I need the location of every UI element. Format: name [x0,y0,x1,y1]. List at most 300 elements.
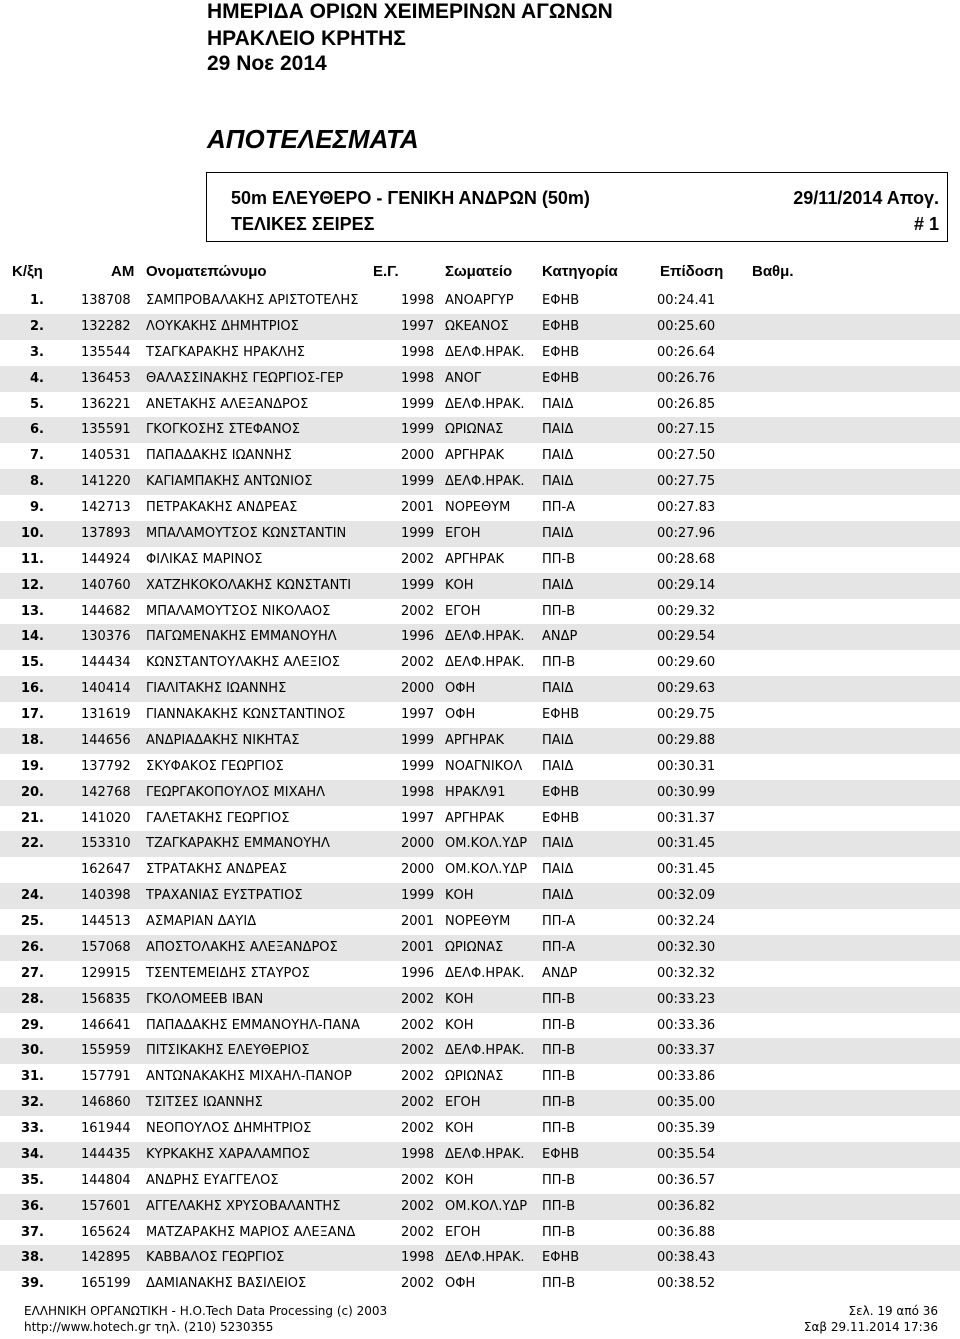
result-rank: 3. [30,344,44,360]
athlete-id: 162647 [81,862,131,878]
athlete-id: 142895 [81,1250,131,1266]
category: ΠΑΙΔ [542,888,574,904]
athlete-name: ΤΣΙΤΣΕΣ ΙΩΑΝΝΗΣ [146,1095,263,1111]
category: ΠΠ-Β [542,991,576,1007]
category: ΠΠ-Β [542,655,576,671]
event-box [206,172,948,242]
athlete-id: 130376 [81,629,131,645]
result-row [0,547,960,573]
athlete-id: 138708 [81,293,131,308]
category: ΠΠ-Β [542,1172,576,1188]
result-row [0,314,960,340]
category: ΠΠ-Β [542,1224,576,1240]
result-rank: 2. [30,318,44,334]
result-row [0,1142,960,1168]
result-row [0,1116,960,1142]
athlete-name: ΓΑΛΕΤΑΚΗΣ ΓΕΩΡΓΙΟΣ [146,810,290,826]
category: ΕΦΗΒ [542,1250,580,1266]
athlete-id: 137893 [81,525,131,541]
club-name: ΑΡΓΗΡΑΚ [445,551,505,567]
result-row [0,754,960,780]
club-name: ΚΟΗ [445,1172,474,1188]
result-row [0,443,960,469]
club-name: ΚΟΗ [445,888,474,904]
category: ΕΦΗΒ [542,318,580,334]
club-name: ΔΕΛΦ.ΗΡΑΚ. [445,1146,525,1162]
club-name: ΕΓΟΗ [445,1224,481,1240]
athlete-id: 129915 [81,965,131,981]
category: ΠΑΙΔ [542,396,574,412]
result-rank: 38. [20,1250,44,1266]
club-name: ΑΝΟΑΡΓΥΡ [445,293,514,308]
birth-year: 1999 [401,732,435,748]
event-date-session: 29/11/2014 Απογ. [793,188,939,208]
result-time: 00:35.54 [657,1146,716,1162]
category: ΠΠ-Β [542,1121,576,1136]
category: ΠΠ-Β [542,1095,576,1111]
athlete-id: 136221 [81,396,131,412]
result-rank: 14. [20,629,44,645]
result-row [0,831,960,857]
club-name: ΔΕΛΦ.ΗΡΑΚ. [445,344,525,360]
birth-year: 1997 [401,318,435,334]
birth-year: 2002 [401,1198,435,1214]
club-name: ΑΡΓΗΡΑΚ [445,448,505,464]
athlete-name: ΤΣΕΝΤΕΜΕΙΔΗΣ ΣΤΑΥΡΟΣ [146,965,310,981]
result-row [0,806,960,832]
club-name: ΔΕΛΦ.ΗΡΑΚ. [445,655,525,671]
category: ΠΑΙΔ [542,732,574,748]
athlete-id: 132282 [81,318,131,334]
result-rank: 13. [20,603,44,619]
meet-title: ΗΜΕΡΙΔΑ ΟΡΙΩΝ ΧΕΙΜΕΡΙΝΩΝ ΑΓΩΝΩΝ [207,0,613,23]
club-name: ΚΟΗ [445,1017,474,1033]
result-rank: 6. [30,422,44,438]
result-row [0,1090,960,1116]
athlete-name: ΔΑΜΙΑΝΑΚΗΣ ΒΑΣΙΛΕΙΟΣ [146,1276,307,1292]
result-row [0,702,960,728]
athlete-id: 142768 [81,784,131,800]
result-rank: 7. [30,448,44,464]
athlete-name: ΚΑΓΙΑΜΠΑΚΗΣ ΑΝΤΩΝΙΟΣ [146,474,313,490]
club-name: ΩΡΙΩΝΑΣ [445,422,504,438]
birth-year: 1996 [401,629,435,645]
result-rank: 31. [20,1069,44,1085]
athlete-name: ΜΑΤΖΑΡΑΚΗΣ ΜΑΡΙΟΣ ΑΛΕΞΑΝΔ [146,1224,356,1240]
birth-year: 2002 [401,1043,435,1059]
club-name: ΔΕΛΦ.ΗΡΑΚ. [445,1043,525,1059]
result-row [0,857,960,883]
athlete-id: 131619 [81,707,131,722]
athlete-id: 144682 [81,603,131,619]
result-time: 00:32.30 [657,939,716,955]
birth-year: 2002 [401,1095,435,1111]
result-row [0,417,960,443]
result-time: 00:26.76 [657,370,716,386]
result-row [0,650,960,676]
category: ΠΠ-Β [542,1043,576,1059]
result-row [0,987,960,1013]
club-name: ΩΚΕΑΝΟΣ [445,318,509,334]
result-rank: 9. [30,500,44,515]
col-id: ΑΜ [111,263,135,280]
result-row [0,961,960,987]
category: ΑΝΔΡ [542,965,578,981]
birth-year: 2002 [401,1017,435,1033]
athlete-name: ΑΓΓΕΛΑΚΗΣ ΧΡΥΣΟΒΑΛΑΝΤΗΣ [146,1198,341,1214]
athlete-id: 155959 [81,1043,131,1059]
category: ΠΑΙΔ [542,474,574,490]
result-row [0,728,960,754]
club-name: ΝΟΡΕΘΥΜ [445,500,511,515]
footer-contact: http://www.hotech.gr τηλ. (210) 5230355 [24,1320,274,1334]
athlete-id: 144434 [81,655,131,671]
category: ΕΦΗΒ [542,784,580,800]
athlete-id: 136453 [81,370,131,386]
category: ΠΠ-Α [542,500,576,515]
result-rank: 22. [20,836,44,852]
category: ΕΦΗΒ [542,293,580,308]
result-rank: 26. [20,939,44,955]
footer-org: ΕΛΛΗΝΙΚΗ ΟΡΓΑΝΩΤΙΚΗ - Η.Ο.Tech Data Processing (c) 2003 [24,1304,388,1318]
athlete-id: 144435 [81,1146,131,1162]
athlete-id: 144513 [81,914,131,929]
result-time: 00:30.99 [657,784,716,800]
club-name: ΟΜ.ΚΟΛ.ΥΔΡ [445,862,528,878]
athlete-name: ΚΑΒΒΑΛΟΣ ΓΕΩΡΓΙΟΣ [146,1250,285,1266]
result-rank: 30. [20,1043,44,1059]
meet-location: ΗΡΑΚΛΕΙΟ ΚΡΗΤΗΣ [207,27,406,50]
birth-year: 2002 [401,603,435,619]
result-time: 00:29.54 [657,629,716,645]
birth-year: 1997 [401,707,435,722]
result-row [0,573,960,599]
club-name: ΟΜ.ΚΟΛ.ΥΔΡ [445,836,528,852]
birth-year: 1998 [401,293,435,308]
athlete-id: 140531 [81,448,131,464]
category: ΕΦΗΒ [542,344,580,360]
athlete-name: ΠΙΤΣΙΚΑΚΗΣ ΕΛΕΥΘΕΡΙΟΣ [146,1043,310,1059]
result-rank: 5. [30,396,44,412]
athlete-name: ΓΕΩΡΓΑΚΟΠΟΥΛΟΣ ΜΙΧΑΗΛ [146,784,326,800]
category: ΠΠ-Α [542,914,576,929]
club-name: ΔΕΛΦ.ΗΡΑΚ. [445,629,525,645]
category: ΠΠ-Β [542,1198,576,1214]
category: ΑΝΔΡ [542,629,578,645]
category: ΠΠ-Β [542,551,576,567]
club-name: ΕΓΟΗ [445,603,481,619]
result-row [0,1271,960,1297]
result-time: 00:25.60 [657,318,716,334]
result-row [0,1168,960,1194]
athlete-id: 135544 [81,344,131,360]
result-time: 00:32.24 [657,914,716,929]
result-row [0,599,960,625]
result-time: 00:36.57 [657,1172,716,1188]
athlete-name: ΦΙΛΙΚΑΣ ΜΑΡΙΝΟΣ [146,551,263,567]
athlete-name: ΜΠΑΛΑΜΟΥΤΣΟΣ ΚΩΝΣΤΑΝΤΙΝ [146,525,347,541]
athlete-name: ΜΠΑΛΑΜΟΥΤΣΟΣ ΝΙΚΟΛΑΟΣ [146,603,331,619]
result-row [0,392,960,418]
result-row [0,340,960,366]
category: ΕΦΗΒ [542,810,580,826]
birth-year: 1999 [401,422,435,438]
athlete-id: 165199 [81,1276,131,1292]
category: ΠΑΙΔ [542,525,574,541]
result-time: 00:29.88 [657,732,716,748]
result-row [0,1245,960,1271]
category: ΠΑΙΔ [542,577,574,593]
results-heading: ΑΠΟΤΕΛΕΣΜΑΤΑ [207,124,419,154]
category: ΠΑΙΔ [542,422,574,438]
club-name: ΟΜ.ΚΟΛ.ΥΔΡ [445,1198,528,1214]
result-time: 00:27.96 [657,525,716,541]
result-row [0,1220,960,1246]
result-time: 00:28.68 [657,551,716,567]
club-name: ΝΟΡΕΘΥΜ [445,914,511,929]
result-rank: 18. [20,732,44,748]
birth-year: 2000 [401,448,435,464]
round-label: ΤΕΛΙΚΕΣ ΣΕΙΡΕΣ [231,214,375,234]
result-time: 00:29.14 [657,577,716,593]
category: ΠΠ-Β [542,1276,576,1292]
club-name: ΔΕΛΦ.ΗΡΑΚ. [445,474,525,490]
birth-year: 2002 [401,1121,435,1136]
result-time: 00:33.36 [657,1017,716,1033]
athlete-id: 137792 [81,758,131,774]
result-rank: 24. [20,888,44,904]
club-name: ΑΝΟΓ [445,370,482,386]
athlete-id: 157601 [81,1198,131,1214]
footer-left [24,1303,387,1335]
col-year: Ε.Γ. [373,263,399,280]
result-rank: 32. [20,1095,44,1111]
result-rank: 4. [30,370,44,386]
result-row [0,935,960,961]
category: ΠΑΙΔ [542,681,574,697]
birth-year: 2000 [401,836,435,852]
result-rank: 37. [20,1224,44,1240]
club-name: ΔΕΛΦ.ΗΡΑΚ. [445,1250,525,1266]
col-category: Κατηγορία [542,263,618,280]
result-row [0,1013,960,1039]
athlete-name: ΑΠΟΣΤΟΛΑΚΗΣ ΑΛΕΞΑΝΔΡΟΣ [146,939,338,955]
result-rank: 28. [20,991,44,1007]
athlete-name: ΘΑΛΑΣΣΙΝΑΚΗΣ ΓΕΩΡΓΙΟΣ-ΓΕΡ [146,370,344,386]
col-time: Επίδοση [660,263,724,280]
birth-year: 1996 [401,965,435,981]
club-name: ΚΟΗ [445,991,474,1007]
result-time: 00:31.45 [657,862,716,878]
result-rank: 27. [20,965,44,981]
result-rank: 12. [20,577,44,593]
athlete-name: ΓΚΟΛΟΜΕΕΒ ΙΒΑΝ [146,991,264,1007]
result-rank: 15. [20,655,44,671]
athlete-id: 141220 [81,474,131,490]
result-time: 00:33.37 [657,1043,716,1059]
athlete-name: ΠΑΠΑΔΑΚΗΣ ΕΜΜΑΝΟΥΗΛ-ΠΑΝΑ [146,1017,360,1033]
club-name: ΩΡΙΩΝΑΣ [445,1069,504,1085]
athlete-name: ΓΚΟΓΚΟΣΗΣ ΣΤΕΦΑΝΟΣ [146,422,301,438]
result-row [0,288,960,314]
athlete-id: 156835 [81,991,131,1007]
athlete-name: ΝΕΟΠΟΥΛΟΣ ΔΗΜΗΤΡΙΟΣ [146,1121,312,1136]
result-rank: 16. [20,681,44,697]
category: ΠΠ-Β [542,603,576,619]
birth-year: 2001 [401,914,435,929]
birth-year: 2001 [401,500,435,515]
birth-year: 2000 [401,862,435,878]
result-time: 00:27.15 [657,422,716,438]
club-name: ΟΦΗ [445,681,476,697]
birth-year: 1999 [401,577,435,593]
result-row [0,495,960,521]
club-name: ΑΡΓΗΡΑΚ [445,732,505,748]
athlete-name: ΣΤΡΑΤΑΚΗΣ ΑΝΔΡΕΑΣ [146,862,288,878]
athlete-id: 165624 [81,1224,131,1240]
result-row [0,624,960,650]
athlete-name: ΑΝΔΡΙΑΔΑΚΗΣ ΝΙΚΗΤΑΣ [146,732,300,748]
result-rank: 29. [20,1017,44,1033]
result-row [0,521,960,547]
athlete-name: ΑΝΤΩΝΑΚΑΚΗΣ ΜΙΧΑΗΛ-ΠΑΝΟΡ [146,1069,352,1085]
athlete-name: ΠΕΤΡΑΚΑΚΗΣ ΑΝΔΡΕΑΣ [146,500,298,515]
birth-year: 2002 [401,1276,435,1292]
result-time: 00:27.75 [657,474,716,490]
athlete-id: 135591 [81,422,131,438]
athlete-name: ΑΝΕΤΑΚΗΣ ΑΛΕΞΑΝΔΡΟΣ [146,396,309,412]
result-row [0,1038,960,1064]
result-time: 00:29.63 [657,681,716,697]
result-time: 00:31.45 [657,836,716,852]
club-name: ΔΕΛΦ.ΗΡΑΚ. [445,396,525,412]
athlete-id: 144804 [81,1172,131,1188]
result-row [0,676,960,702]
col-rank: Κ/ξη [12,263,43,280]
result-rank: 33. [20,1121,44,1136]
athlete-id: 157068 [81,939,131,955]
birth-year: 2001 [401,939,435,955]
result-time: 00:29.60 [657,655,716,671]
athlete-name: ΑΝΔΡΗΣ ΕΥΑΓΓΕΛΟΣ [146,1172,279,1188]
result-time: 00:35.00 [657,1095,716,1111]
birth-year: 1999 [401,888,435,904]
col-club: Σωματείο [445,263,513,280]
result-rank: 8. [30,474,44,490]
result-rank: 20. [20,784,44,800]
category: ΕΦΗΒ [542,707,580,722]
athlete-name: ΚΩΝΣΤΑΝΤΟΥΛΑΚΗΣ ΑΛΕΞΙΟΣ [146,655,340,671]
heat-label: # 1 [913,214,939,234]
athlete-name: ΛΟΥΚΑΚΗΣ ΔΗΜΗΤΡΙΟΣ [146,318,299,334]
results-list [0,288,960,1297]
result-time: 00:24.41 [657,293,716,308]
club-name: ΚΟΗ [445,577,474,593]
club-name: ΚΟΗ [445,1121,474,1136]
athlete-id: 140398 [81,888,131,904]
birth-year: 1998 [401,370,435,386]
athlete-id: 144656 [81,732,131,748]
category: ΠΠ-Β [542,1017,576,1033]
athlete-name: ΠΑΠΑΔΑΚΗΣ ΙΩΑΝΝΗΣ [146,448,292,464]
event-title: 50m ΕΛΕΥΘΕΡΟ - ΓΕΝΙΚΗ ΑΝΔΡΩΝ (50m) [231,188,590,208]
athlete-name: ΤΖΑΓΚΑΡΑΚΗΣ ΕΜΜΑΝΟΥΗΛ [146,836,330,852]
athlete-id: 144924 [81,551,131,567]
result-time: 00:33.23 [657,991,716,1007]
athlete-id: 146860 [81,1095,131,1111]
result-time: 00:35.39 [657,1121,716,1136]
result-row [0,366,960,392]
result-row [0,883,960,909]
birth-year: 2002 [401,1069,435,1085]
birth-year: 1998 [401,784,435,800]
club-name: ΟΦΗ [445,1276,476,1292]
athlete-name: ΤΣΑΓΚΑΡΑΚΗΣ ΗΡΑΚΛΗΣ [146,344,306,360]
result-row [0,909,960,935]
category: ΠΠ-Α [542,939,576,955]
footer-page-number: Σελ. 19 από 36 [848,1304,938,1318]
result-time: 00:27.50 [657,448,716,464]
result-rank: 17. [20,707,44,722]
athlete-name: ΓΙΑΝΝΑΚΑΚΗΣ ΚΩΝΣΤΑΝΤΙΝΟΣ [146,707,346,722]
result-rank: 36. [20,1198,44,1214]
birth-year: 1999 [401,758,435,774]
athlete-name: ΠΑΓΩΜΕΝΑΚΗΣ ΕΜΜΑΝΟΥΗΛ [146,629,337,645]
result-rank: 34. [20,1146,44,1162]
club-name: ΕΓΟΗ [445,525,481,541]
birth-year: 1998 [401,1250,435,1266]
meet-date: 29 Noε 2014 [207,52,327,75]
result-rank: 21. [20,810,44,826]
birth-year: 1998 [401,1146,435,1162]
athlete-id: 146641 [81,1017,131,1033]
category: ΠΑΙΔ [542,448,574,464]
athlete-name: ΚΥΡΚΑΚΗΣ ΧΑΡΑΛΑΜΠΟΣ [146,1146,311,1162]
result-rank: 1. [30,293,44,308]
birth-year: 2002 [401,1172,435,1188]
athlete-name: ΣΑΜΠΡΟΒΑΛΑΚΗΣ ΑΡΙΣΤΟΤΕΛΗΣ [146,293,359,308]
athlete-id: 140760 [81,577,131,593]
athlete-name: ΓΙΑΛΙΤΑΚΗΣ ΙΩΑΝΝΗΣ [146,681,287,697]
athlete-name: ΑΣΜΑΡΙΑΝ ΔΑΥΙΔ [146,914,257,929]
result-rank: 19. [20,758,44,774]
result-time: 00:38.52 [657,1276,716,1292]
result-time: 00:30.31 [657,758,716,774]
birth-year: 1998 [401,344,435,360]
result-time: 00:32.32 [657,965,716,981]
col-points: Βαθμ. [752,263,794,280]
category: ΠΑΙΔ [542,862,574,878]
result-rank: 11. [20,551,44,567]
birth-year: 1999 [401,396,435,412]
result-time: 00:31.37 [657,810,716,826]
result-rank: 39. [20,1276,44,1292]
athlete-name: ΣΚΥΦΑΚΟΣ ΓΕΩΡΓΙΟΣ [146,758,284,774]
club-name: ΑΡΓΗΡΑΚ [445,810,505,826]
category: ΠΑΙΔ [542,758,574,774]
birth-year: 2002 [401,655,435,671]
col-name: Ονοματεπώνυμο [146,263,267,280]
club-name: ΟΦΗ [445,707,476,722]
birth-year: 2002 [401,551,435,567]
category: ΕΦΗΒ [542,1146,580,1162]
result-rank: 10. [20,525,44,541]
result-time: 00:38.43 [657,1250,716,1266]
athlete-id: 141020 [81,810,131,826]
club-name: ΗΡΑΚΛ91 [445,784,506,800]
athlete-id: 161944 [81,1121,131,1136]
athlete-id: 157791 [81,1069,131,1085]
